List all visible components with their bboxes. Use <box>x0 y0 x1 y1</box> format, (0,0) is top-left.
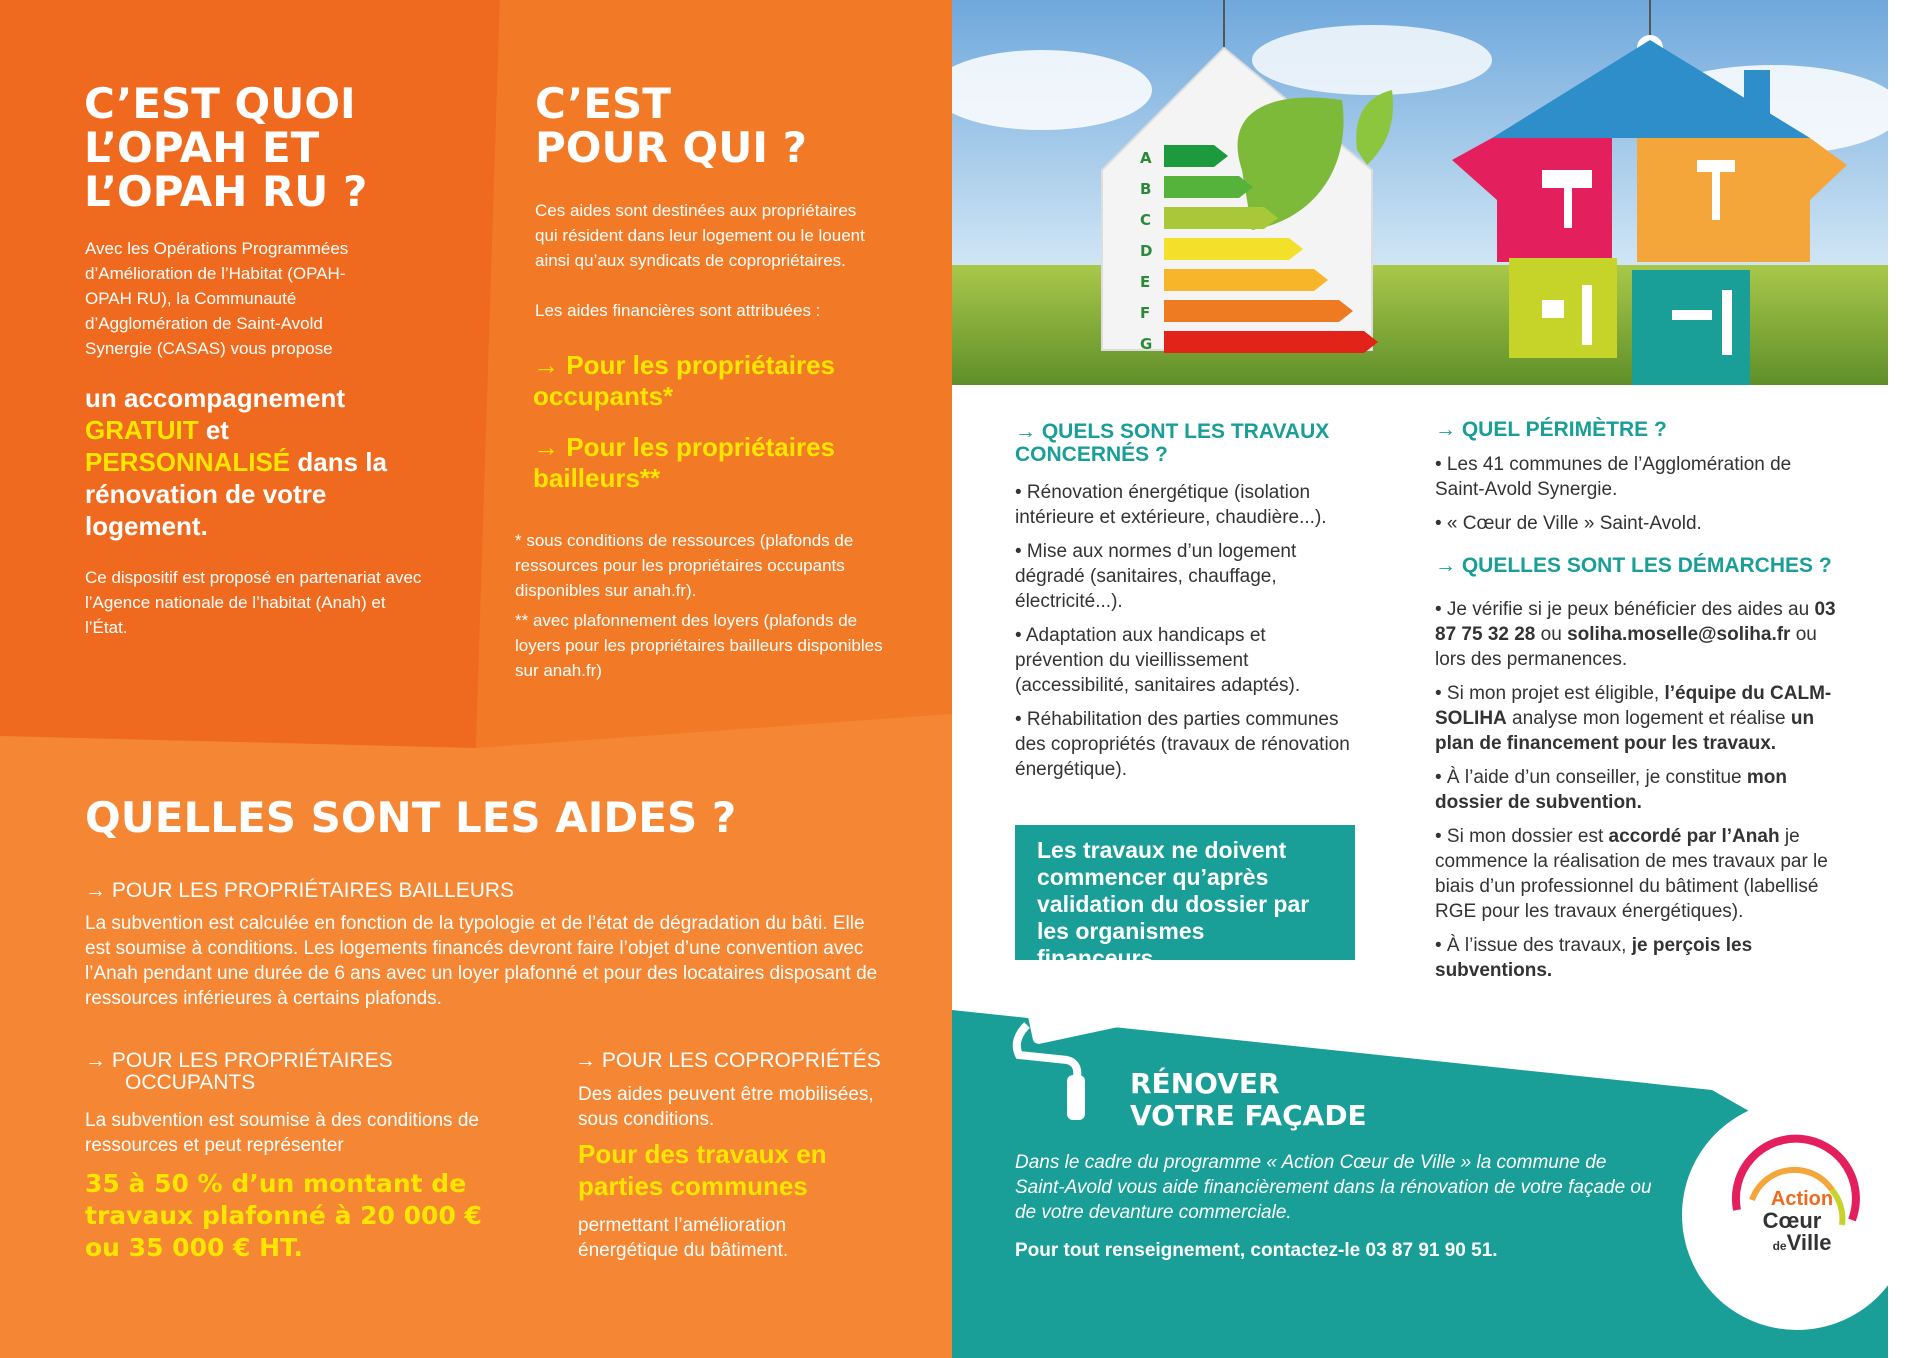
energy-label-a: A <box>1140 149 1152 167</box>
houses-illustration <box>952 0 1888 385</box>
list-item: • Si mon projet est éligible, l’équipe du CALM-SOLIHA analyse mon logement et réalise un plan de financement pour les travaux. <box>1435 683 1832 754</box>
paint-roller-icon <box>1007 985 1137 1125</box>
pourqui-note-1: * sous conditions de ressources (plafonds de ressources pour les propriétaires occupants disponibles sur anah.fr). <box>515 531 854 600</box>
aides-bailleurs-heading: → POUR LES PROPRIÉTAIRES BAILLEURS <box>85 879 515 902</box>
opah-emphasis: un accompagnement GRATUIT et PERSONNALISÉ dans la rénovation de votre logement. <box>85 383 387 541</box>
energy-label-d: D <box>1140 242 1153 260</box>
facade-contact: Pour tout renseignement, contactez-le 03 87 91 90 51. <box>1015 1240 1498 1261</box>
pourqui-intro2: Les aides financières sont attribuées : <box>535 301 821 320</box>
energy-label-e: E <box>1140 273 1151 291</box>
aides-occupants-heading: → POUR LES PROPRIÉTAIRES OCCUPANTS <box>85 1049 393 1094</box>
aides-occupants-text: La subvention est soumise à des conditions de ressources et peut représenter <box>85 1110 479 1156</box>
energy-label-c: C <box>1140 211 1152 229</box>
demarches-list <box>1435 597 1845 992</box>
energy-bar-b <box>1164 176 1253 198</box>
facade-text: Dans le cadre du programme « Action Cœur de Ville » la commune de Saint-Avold vous aide financièrement dans la rénovation de votre façade ou de votre devanture commerciale. <box>1015 1152 1652 1223</box>
note-box-text: Les travaux ne doivent commencer qu’après validation du dossier par les organismes financeurs. <box>1037 837 1310 971</box>
aides-copro-heading: → POUR LES COPROPRIÉTÉS <box>575 1049 881 1072</box>
list-item: • Réhabilitation des parties communes des copropriétés (travaux de rénovation énergétique). <box>1015 709 1350 780</box>
list-item: • « Cœur de Ville » Saint-Avold. <box>1435 513 1702 534</box>
list-item: • Mise aux normes d’un logement dégradé (sanitaires, chauffage, électricité...). <box>1015 541 1297 612</box>
energy-bar-f <box>1164 300 1353 322</box>
list-item: • Adaptation aux handicaps et prévention du vieillissement (accessibilité, sanitaires adaptés). <box>1015 625 1301 696</box>
travaux-title: → QUELS SONT LES TRAVAUX CONCERNÉS ? <box>1015 420 1330 466</box>
opah-title: C’EST QUOI L’OPAH ET L’OPAH RU ? <box>84 79 368 216</box>
aides-bailleurs-text: La subvention est calculée en fonction de la typologie et de l’état de dégradation du bâti. Elle est soumise à conditions. Les logements financés devront faire l’objet d’une convention avec l’Anah pendant une durée de 6 ans avec un loyer plafonné et pour des locataires disposant de ressources inférieures à certains plafonds. <box>85 913 878 1009</box>
list-item: • Les 41 communes de l’Agglomération de Saint-Avold Synergie. <box>1435 454 1792 500</box>
aides-copro-text-2: permettant l’amélioration énergétique du bâtiment. <box>578 1215 789 1261</box>
action-coeur-de-ville-logo <box>1682 1100 1912 1330</box>
list-item: • Rénovation énergétique (isolation intérieure et extérieure, chaudière...). <box>1015 482 1327 528</box>
note-box <box>1015 825 1355 971</box>
travaux-list <box>1015 480 1355 791</box>
left-panel <box>0 0 952 1358</box>
energy-bar-e <box>1164 269 1328 291</box>
opah-partner: Ce dispositif est proposé en partenariat avec l’Agence nationale de l’habitat (Anah) et l’État. <box>85 568 422 637</box>
aides-copro-text: Des aides peuvent être mobilisées, sous conditions. <box>578 1084 874 1130</box>
energy-bar-c <box>1164 207 1278 229</box>
list-item: • Je vérifie si je peux bénéficier des aides au 03 87 75 32 28 ou soliha.moselle@soliha.fr ou lors des permanences. <box>1435 599 1836 670</box>
aides-occupants-amount: 35 à 50 % d’un montant de travaux plafonné à 20 000 € ou 35 000 € HT. <box>85 1169 482 1262</box>
pourqui-item-occupants: → Pour les propriétaires occupants* <box>533 350 835 411</box>
perimetre-list <box>1435 452 1835 545</box>
list-item: • Si mon dossier est accordé par l’Anah je commence la réalisation de mes travaux par le biais d’un professionnel du bâtiment (labellisé RGE pour les travaux énergétiques). <box>1435 826 1828 922</box>
energy-label-b: B <box>1140 180 1152 198</box>
energy-label-g: G <box>1140 335 1153 353</box>
opah-intro: Avec les Opérations Programmées d’Amélioration de l’Habitat (OPAH-OPAH RU), la Communauté d’Agglomération de Saint-Avold Synergie (CASAS) vous propose <box>85 239 349 358</box>
right-panel <box>952 0 1920 1358</box>
aides-title: QUELLES SONT LES AIDES ? <box>85 793 737 842</box>
demarches-title: → QUELLES SONT LES DÉMARCHES ? <box>1435 554 1832 577</box>
logo-text: Action Cœur deVille <box>1762 1188 1834 1255</box>
energy-bar-d <box>1164 238 1303 260</box>
pourqui-intro: Ces aides sont destinées aux propriétaires qui résident dans leur logement ou le louent ainsi qu’aux syndicats de copropriétaires. <box>535 201 865 270</box>
energy-bar-g <box>1164 331 1378 353</box>
list-item: • À l’aide d’un conseiller, je constitue mon dossier de subvention. <box>1435 767 1787 813</box>
pourqui-note-2: ** avec plafonnement des loyers (plafonds de loyers pour les propriétaires bailleurs disponibles sur anah.fr) <box>515 611 883 680</box>
facade-title: RÉNOVER VOTRE FAÇADE <box>1130 1067 1367 1132</box>
aides-copro-highlight: Pour des travaux en parties communes <box>578 1139 827 1201</box>
perimetre-title: → QUEL PÉRIMÈTRE ? <box>1435 418 1667 441</box>
pourqui-item-bailleurs: → Pour les propriétaires bailleurs** <box>533 432 835 493</box>
pourqui-title: C’EST POUR QUI ? <box>535 79 807 172</box>
energy-label-f: F <box>1140 304 1151 322</box>
list-item: • À l’issue des travaux, je perçois les subventions. <box>1435 935 1753 981</box>
